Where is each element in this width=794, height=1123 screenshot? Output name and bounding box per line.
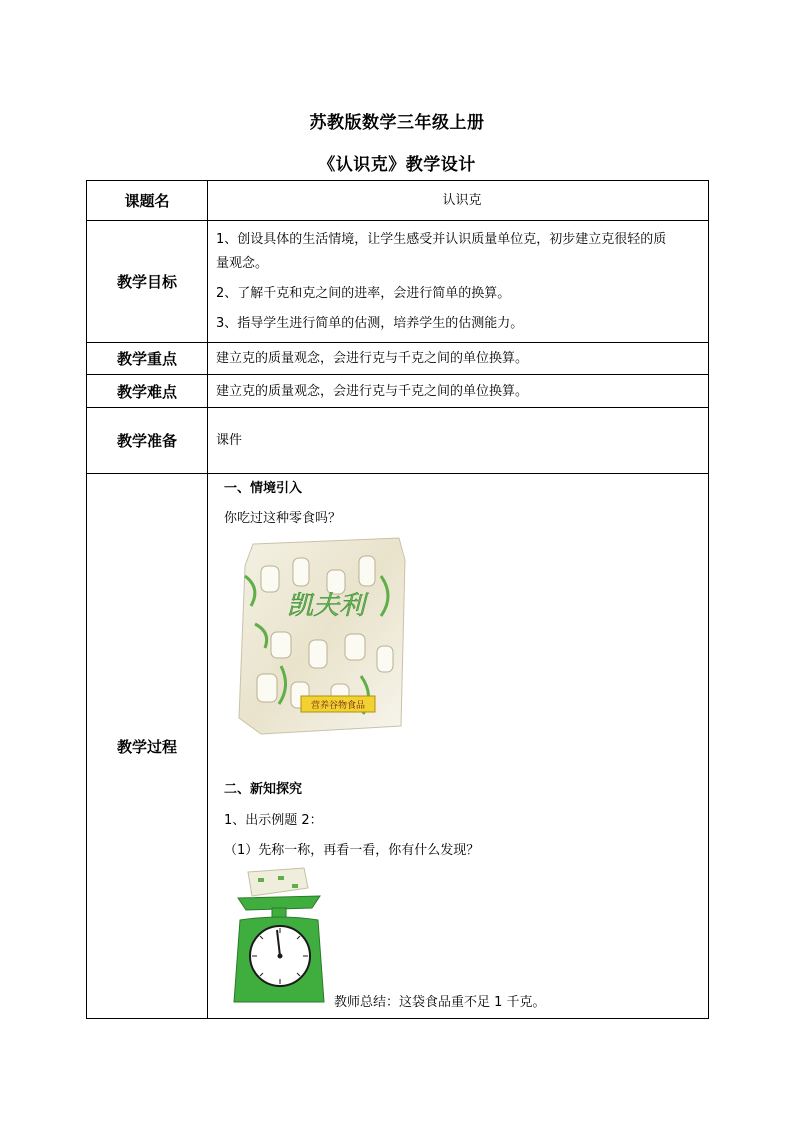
difficulties-label: 教学难点 <box>87 375 208 408</box>
goals-label: 教学目标 <box>87 221 208 343</box>
scale-image <box>230 866 330 1006</box>
goal-line-1: 1、创设具体的生活情境，让学生感受并认识质量单位克，初步建立克很轻的质 <box>216 231 667 247</box>
row-goals <box>87 221 709 343</box>
example-line: 1、出示例题 2： <box>224 813 323 828</box>
goal-line-3: 2、了解千克和克之间的进率，会进行简单的换算。 <box>216 285 511 301</box>
question-1: 你吃过这种零食吗？ <box>224 511 342 526</box>
topic-value: 认识克 <box>208 181 709 221</box>
row-process <box>87 474 709 1019</box>
book-title: 苏教版数学三年级上册 <box>309 113 485 133</box>
goal-line-4: 3、指导学生进行简单的估测，培养学生的估测能力。 <box>216 315 524 331</box>
teacher-summary: 教师总结：这袋食品重不足 1 千克。 <box>334 995 546 1010</box>
bag-tag-text: 营养谷物食品 <box>310 701 366 711</box>
design-title: 《认识克》教学设计 <box>318 155 476 175</box>
row-topic <box>87 181 709 221</box>
preparation-value: 课件 <box>208 408 709 474</box>
key-points-value: 建立克的质量观念，会进行克与千克之间的单位换算。 <box>208 343 709 375</box>
snack-bag-image <box>231 536 411 736</box>
section-2-title: 二、新知探究 <box>224 782 303 797</box>
goals-cell <box>208 221 709 343</box>
goal-line-2: 量观念。 <box>216 255 269 271</box>
row-difficulties <box>87 375 709 408</box>
row-key-points <box>87 343 709 375</box>
process-label: 教学过程 <box>87 474 208 1019</box>
row-preparation <box>87 408 709 474</box>
process-cell <box>208 474 709 1019</box>
preparation-label: 教学准备 <box>87 408 208 474</box>
key-points-label: 教学重点 <box>87 343 208 375</box>
topic-label: 课题名 <box>87 181 208 221</box>
question-2: （1）先称一称，再看一看，你有什么发现？ <box>224 843 480 858</box>
section-1-title: 一、情境引入 <box>224 481 303 496</box>
bag-brand-text: 凯夫利 <box>286 591 366 621</box>
lesson-plan-table <box>86 180 709 1019</box>
difficulties-value: 建立克的质量观念，会进行克与千克之间的单位换算。 <box>208 375 709 408</box>
